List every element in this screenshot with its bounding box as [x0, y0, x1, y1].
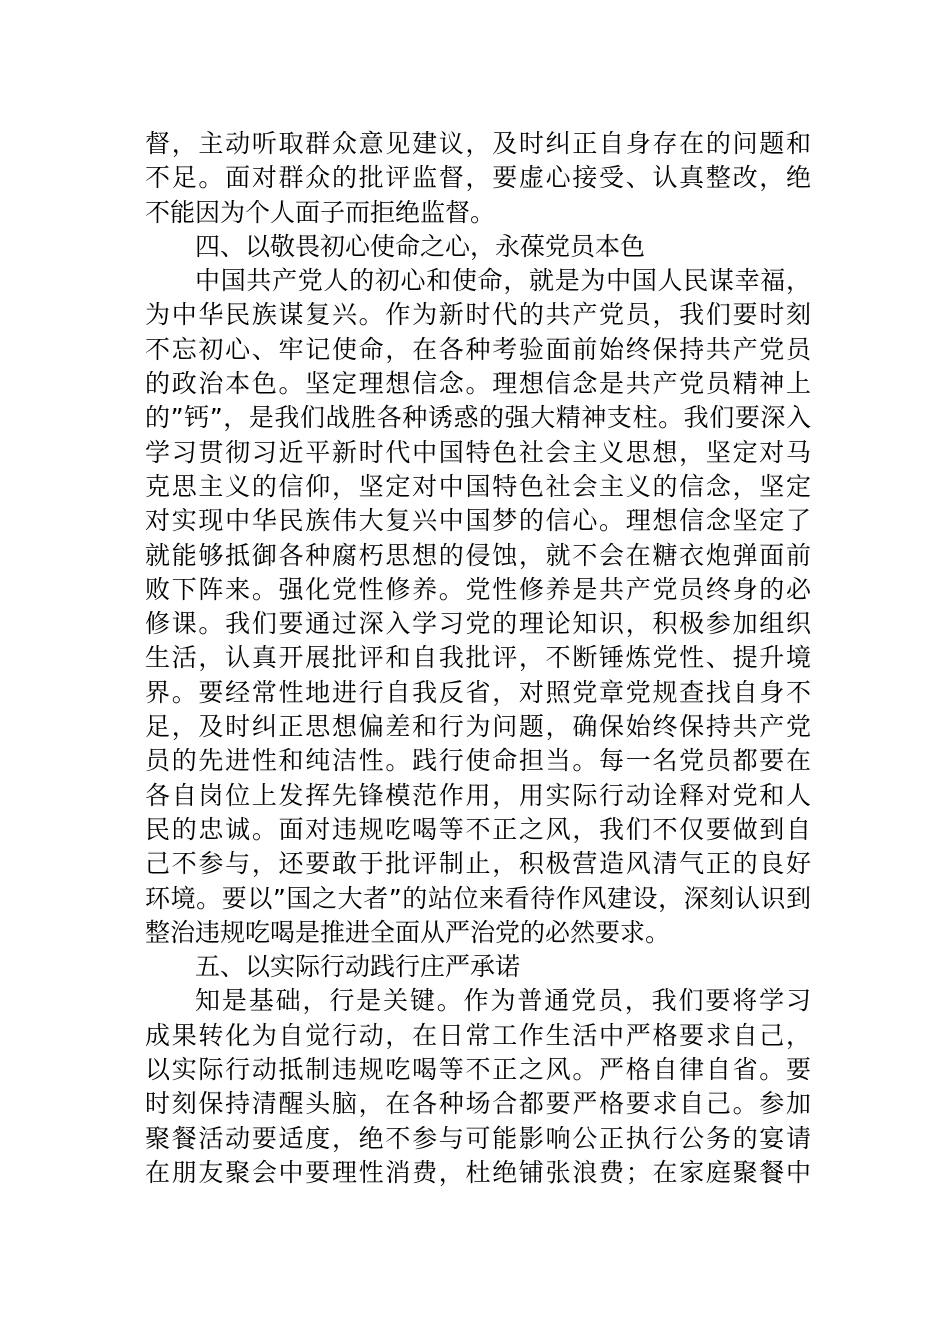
paragraph-line: 就能够抵御各种腐朽思想的侵蚀，就不会在糖衣炮弹面前: [145, 540, 811, 570]
paragraph-line: 在朋友聚会中要理性消费，杜绝铺张浪费；在家庭聚餐中: [145, 1157, 811, 1187]
paragraph-line: 界。要经常性地进行自我反省，对照党章党规查找自身不: [145, 677, 811, 707]
body-text: [145, 127, 811, 1190]
paragraph-line: 不忘初心、牢记使命，在各种考验面前始终保持共产党员: [145, 334, 811, 364]
paragraph-line: 员的先进性和纯洁性。践行使命担当。每一名党员都要在: [145, 746, 811, 776]
paragraph-line: 中国共产党人的初心和使命，就是为中国人民谋幸福，: [195, 266, 811, 296]
paragraph-line: 督，主动听取群众意见建议，及时纠正自身存在的问题和: [145, 129, 811, 158]
paragraph-line: 的”钙”，是我们战胜各种诱惑的强大精神支柱。我们要深入: [145, 403, 811, 433]
paragraph-line: 学习贯彻习近平新时代中国特色社会主义思想，坚定对马: [145, 437, 811, 467]
section-heading-5: 五、以实际行动践行庄严承诺: [195, 952, 521, 982]
paragraph-line: 修课。我们要通过深入学习党的理论知识，积极参加组织: [145, 609, 811, 639]
paragraph-line: 以实际行动抵制违规吃喝等不正之风。严格自律自省。要: [145, 1055, 811, 1085]
paragraph-line: 成果转化为自觉行动，在日常工作生活中严格要求自己，: [145, 1020, 811, 1050]
paragraph-line: 足，及时纠正思想偏差和行为问题，确保始终保持共产党: [145, 712, 811, 742]
paragraph-line: 环境。要以”国之大者”的站位来看待作风建设，深刻认识到: [145, 883, 811, 913]
paragraph-line: 知是基础，行是关键。作为普通党员，我们要将学习: [195, 986, 811, 1016]
paragraph-line: 各自岗位上发挥先锋模范作用，用实际行动诠释对党和人: [145, 780, 811, 810]
paragraph-line: 克思主义的信仰，坚定对中国特色社会主义的信念，坚定: [145, 471, 811, 501]
paragraph-line: 对实现中华民族伟大复兴中国梦的信心。理想信念坚定了: [145, 506, 811, 536]
paragraph-line: 的政治本色。坚定理想信念。理想信念是共产党员精神上: [145, 369, 811, 399]
paragraph-line: 己不参与，还要敢于批评制止，积极营造风清气正的良好: [145, 849, 811, 879]
paragraph-line: 聚餐活动要适度，绝不参与可能影响公正执行公务的宴请: [145, 1123, 811, 1153]
paragraph-line: 时刻保持清醒头脑，在各种场合都要严格要求自己。参加: [145, 1089, 811, 1119]
paragraph-line: 民的忠诚。面对违规吃喝等不正之风，我们不仅要做到自: [145, 814, 811, 844]
paragraph-line: 生活，认真开展批评和自我批评，不断锤炼党性、提升境: [145, 643, 811, 673]
paragraph-line: 败下阵来。强化党性修养。党性修养是共产党员终身的必: [145, 574, 811, 604]
paragraph-line: 不能因为个人面子而拒绝监督。: [145, 197, 496, 227]
paragraph-line: 整治违规吃喝是推进全面从严治党的必然要求。: [145, 917, 671, 947]
paragraph-line: 为中华民族谋复兴。作为新时代的共产党员，我们要时刻: [145, 300, 811, 330]
paragraph-line: 不足。面对群众的批评监督，要虚心接受、认真整改，绝: [145, 163, 811, 193]
section-heading-4: 四、以敬畏初心使命之心，永葆党员本色: [195, 231, 646, 261]
